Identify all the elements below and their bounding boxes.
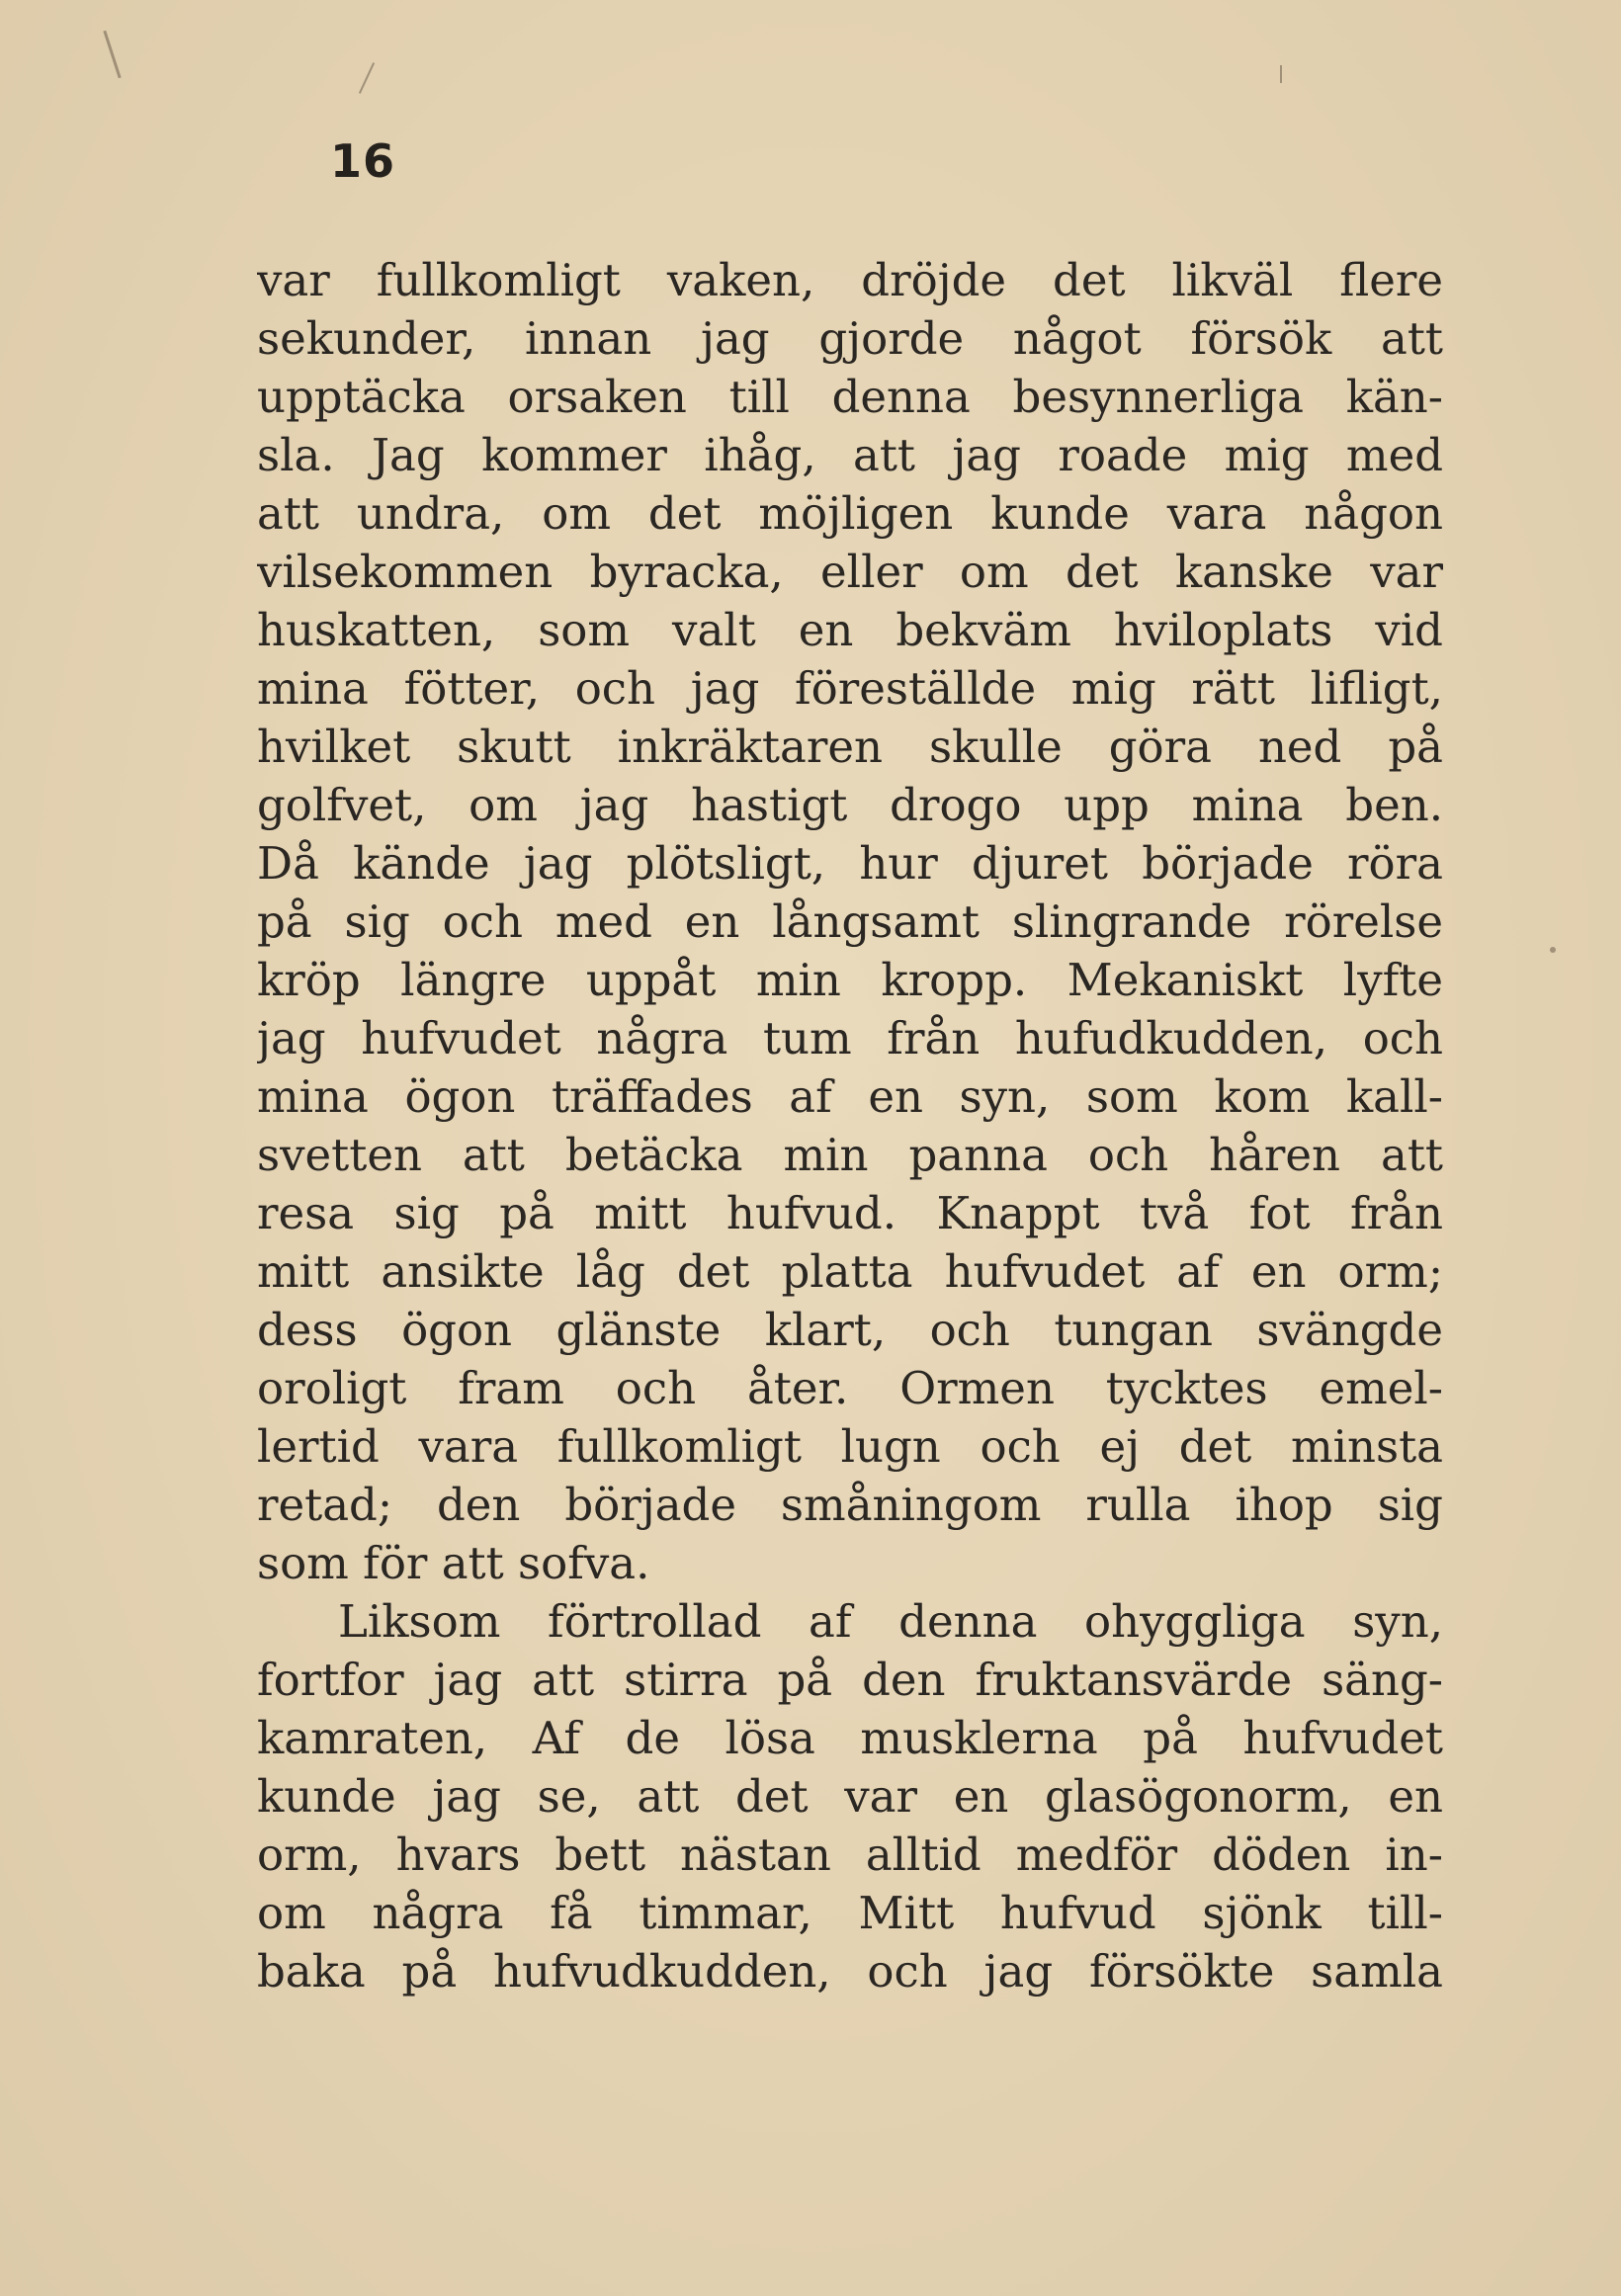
text-line: hvilket skutt inkräktaren skulle göra ned på bbox=[257, 721, 1443, 773]
text-line: som för att sofva. bbox=[257, 1537, 650, 1589]
text-line: Då kände jag plötsligt, hur djuret började röra bbox=[257, 837, 1443, 890]
text-line: vilsekommen byracka, eller om det kanske var bbox=[257, 546, 1443, 598]
text-line: retad; den började småningom rulla ihop sig bbox=[257, 1479, 1443, 1531]
text-line: huskatten, som valt en bekväm hviloplats vid bbox=[257, 604, 1443, 656]
text-line: oroligt fram och åter. Ormen tycktes emel- bbox=[257, 1362, 1443, 1414]
text-line: kunde jag se, att det var en glasögonorm, en bbox=[257, 1770, 1443, 1823]
paragraph bbox=[257, 1592, 1443, 2000]
text-line: mitt ansikte låg det platta hufvudet af en orm; bbox=[257, 1245, 1443, 1298]
text-line: kröp längre uppåt min kropp. Mekaniskt lyfte bbox=[257, 954, 1443, 1006]
text-line: på sig och med en långsamt slingrande rörelse bbox=[257, 895, 1443, 948]
text-line: jag hufvudet några tum från hufudkudden, och bbox=[257, 1012, 1443, 1064]
text-line: mina ögon träffades af en syn, som kom kall- bbox=[257, 1070, 1443, 1123]
text-line: sla. Jag kommer ihåg, att jag roade mig med bbox=[257, 429, 1443, 481]
paper-speck bbox=[1550, 947, 1556, 953]
text-line: mina fötter, och jag föreställde mig rätt lifligt, bbox=[257, 662, 1443, 715]
text-line: fortfor jag att stirra på den fruktansvärde säng- bbox=[257, 1654, 1443, 1706]
text-line: att undra, om det möjligen kunde vara någon bbox=[257, 487, 1443, 540]
text-line: baka på hufvudkudden, och jag försökte samla bbox=[257, 1945, 1443, 1998]
text-line: dess ögon glänste klart, och tungan svängde bbox=[257, 1304, 1443, 1356]
text-line: Liksom förtrollad af denna ohyggliga syn, bbox=[338, 1595, 1443, 1648]
text-line: resa sig på mitt hufvud. Knappt två fot från bbox=[257, 1187, 1443, 1239]
paper-speck bbox=[103, 31, 121, 78]
page-number: 16 bbox=[330, 134, 396, 188]
text-line: lertid vara fullkomligt lugn och ej det minsta bbox=[257, 1420, 1443, 1473]
paper-speck bbox=[1280, 65, 1282, 83]
text-line: sekunder, innan jag gjorde något försök att bbox=[257, 312, 1443, 365]
text-line: orm, hvars bett nästan alltid medför döden in- bbox=[257, 1828, 1443, 1881]
body-text bbox=[257, 251, 1443, 2000]
paper-speck bbox=[359, 62, 375, 94]
text-line: var fullkomligt vaken, dröjde det likväl flere bbox=[257, 254, 1443, 306]
text-line: svetten att betäcka min panna och håren att bbox=[257, 1129, 1443, 1181]
text-line: golfvet, om jag hastigt drogo upp mina ben. bbox=[257, 779, 1443, 831]
text-line: om några få timmar, Mitt hufvud sjönk till- bbox=[257, 1887, 1443, 1939]
text-line: upptäcka orsaken till denna besynnerliga kän- bbox=[257, 371, 1443, 423]
text-line: kamraten, Af de lösa musklerna på hufvudet bbox=[257, 1712, 1443, 1764]
paragraph bbox=[257, 251, 1443, 1592]
